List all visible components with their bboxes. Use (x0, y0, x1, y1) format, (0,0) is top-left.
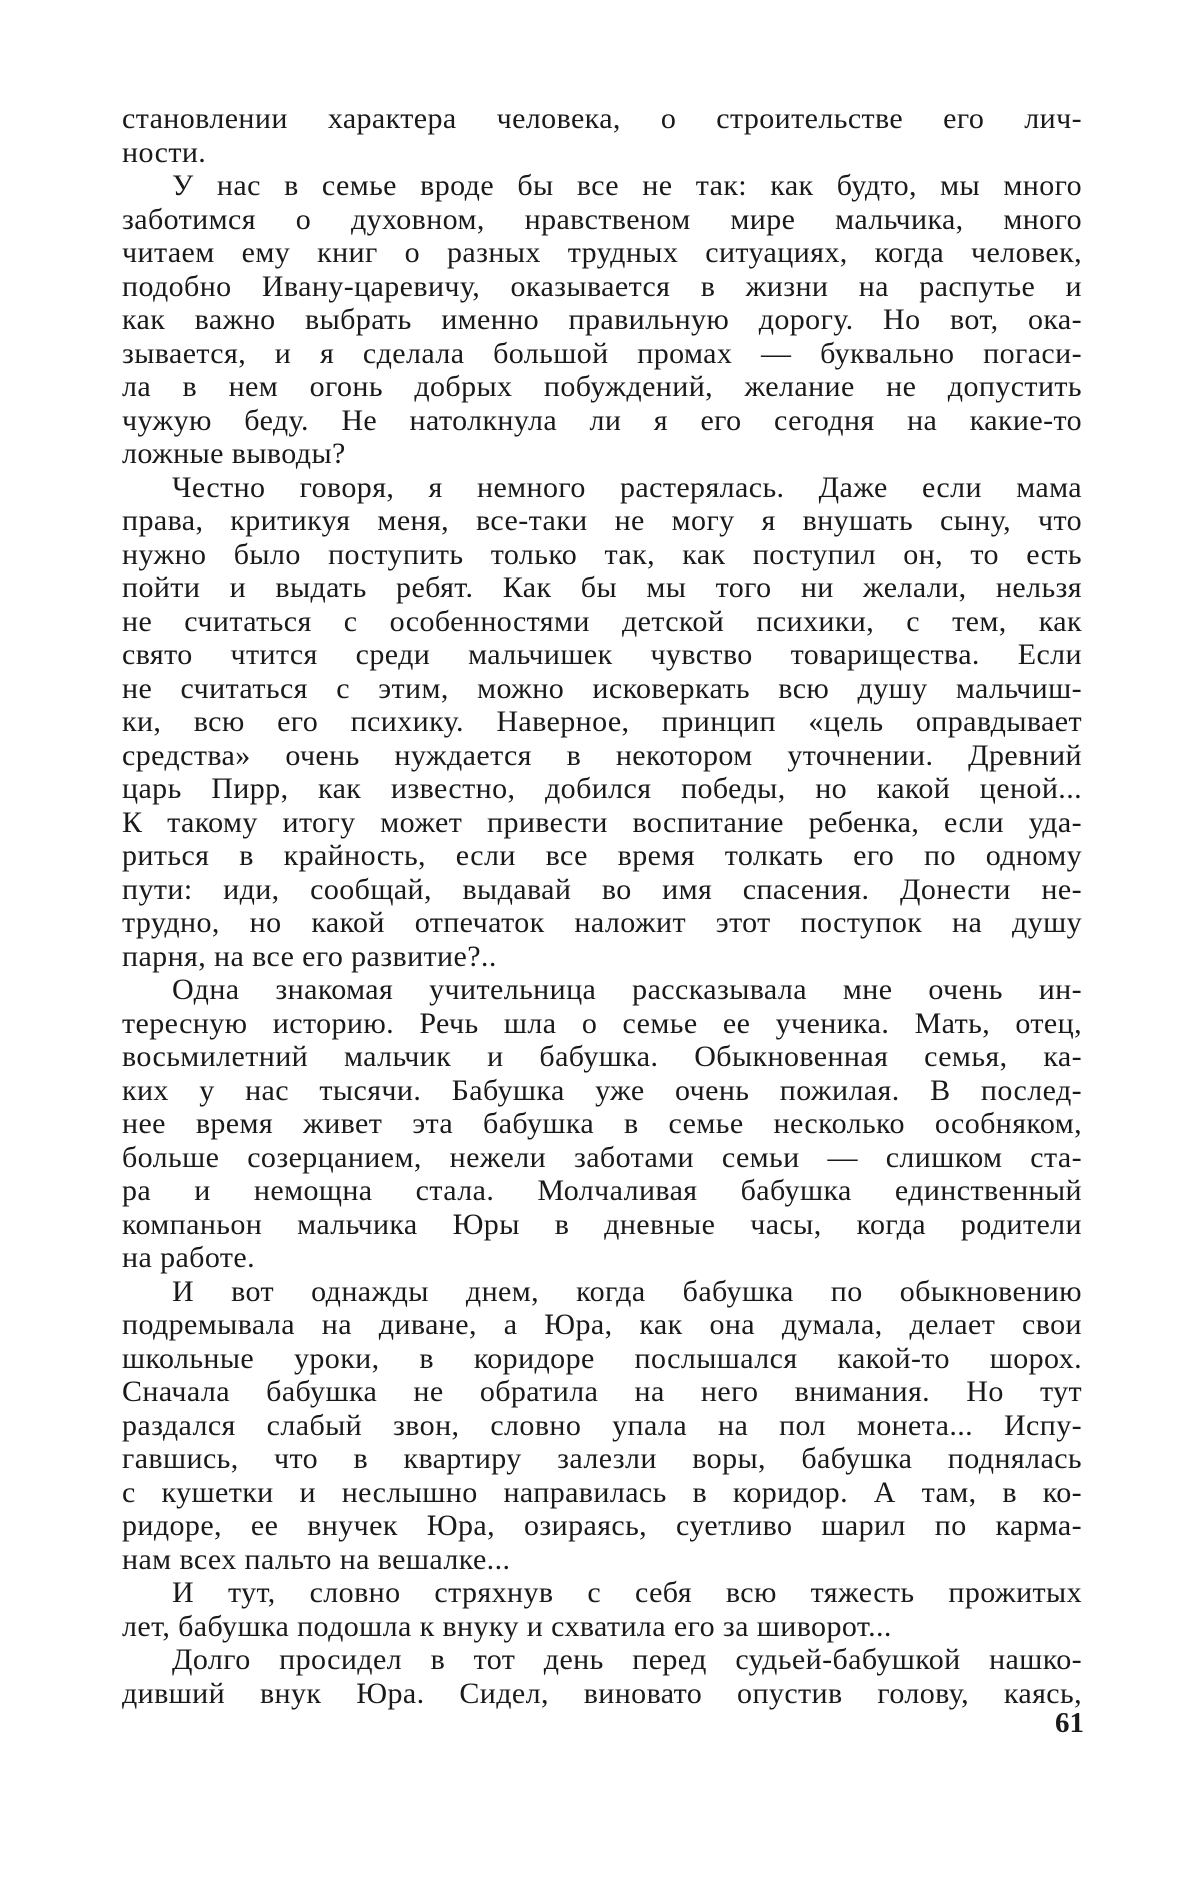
text-line: ки, всю его психику. Наверное, принцип «цель оправдывает (122, 705, 1082, 738)
text-line: становлении характера человека, о строительстве его лич- (122, 102, 1082, 135)
text-line: И вот однажды днем, когда бабушка по обыкновению (172, 1274, 1082, 1308)
text-line: раздался слабый звон, словно упала на пол монета... Испу- (122, 1408, 1082, 1442)
text-line: ложные выводы? (122, 437, 346, 470)
text-line: средства» очень нуждается в некотором уточнении. Древний (122, 738, 1082, 772)
text-line: на работе. (122, 1241, 255, 1274)
text-line: подремывала на диване, а Юра, как она думала, делает свои (122, 1308, 1082, 1341)
text-line: с кушетки и неслышно направилась в коридор. А там, в ко- (122, 1475, 1082, 1509)
paragraph (122, 1576, 1082, 1643)
page-body (122, 102, 1082, 1710)
text-line: свято чтится среди мальчишек чувство товарищества. Если (122, 638, 1082, 671)
text-line: не считаться с особенностями детской психики, с тем, как (122, 604, 1082, 638)
text-line: Честно говоря, я немного растерялась. Даже если мама (172, 470, 1082, 504)
paragraph (122, 1643, 1082, 1710)
text-line: царь Пирр, как известно, добился победы, но какой ценой... (122, 772, 1082, 805)
paragraph (122, 102, 1082, 169)
text-line: дивший внук Юра. Сидел, виновато опустив голову, каясь, (122, 1676, 1082, 1710)
text-line: К такому итогу может привести воспитание ребенка, если уда- (122, 805, 1082, 839)
text-line: ла в нем огонь добрых побуждений, желание не допустить (122, 370, 1082, 403)
paragraph (122, 471, 1082, 974)
text-line: риться в крайность, если все время толкать его по одному (122, 839, 1082, 872)
paragraph (122, 1275, 1082, 1577)
text-line: подобно Ивану-царевичу, оказывается в жизни на распутье и (122, 269, 1082, 303)
text-line: нее время живет эта бабушка в семье несколько особняком, (122, 1107, 1082, 1140)
text-line: Одна знакомая учительница рассказывала мне очень ин- (172, 973, 1082, 1006)
text-line: чужую беду. Не натолкнула ли я его сегодня на какие-то (122, 403, 1082, 437)
text-line: не считаться с этим, можно исковеркать всю душу мальчиш- (122, 671, 1082, 705)
paragraph (122, 169, 1082, 471)
text-line: лет, бабушка подошла к внуку и схватила его за шиворот... (122, 1609, 892, 1643)
text-line: Сначала бабушка не обратила на него внимания. Но тут (122, 1375, 1082, 1408)
text-line: И тут, словно стряхнув с себя всю тяжесть прожитых (172, 1576, 1082, 1609)
text-line: права, критикуя меня, все-таки не могу я внушать сыну, что (122, 504, 1082, 537)
text-line: Долго просидел в тот день перед судьей-бабушкой нашко- (172, 1643, 1082, 1676)
text-line: читаем ему книг о разных трудных ситуациях, когда человек, (122, 236, 1082, 269)
text-line: больше созерцанием, нежели заботами семьи — слишком ста- (122, 1140, 1082, 1174)
text-line: пути: иди, сообщай, выдавай во имя спасения. Донести не- (122, 872, 1082, 906)
text-line: восьмилетний мальчик и бабушка. Обыкновенная семья, ка- (122, 1040, 1082, 1073)
text-line: парня, на все его развитие?.. (122, 939, 497, 973)
page-number: 61 (1055, 1707, 1084, 1739)
paragraph (122, 973, 1082, 1275)
text-line: пойти и выдать ребят. Как бы мы того ни желали, нельзя (122, 571, 1082, 604)
text-line: нам всех пальто на вешалке... (122, 1542, 511, 1576)
text-line: трудно, но какой отпечаток наложит этот поступок на душу (122, 906, 1082, 939)
text-line: как важно выбрать именно правильную дорогу. Но вот, ока- (122, 303, 1082, 336)
text-line: ридоре, ее внучек Юра, озираясь, суетливо шарил по карма- (122, 1509, 1082, 1542)
text-line: У нас в семье вроде бы все не так: как будто, мы много (172, 169, 1082, 202)
text-line: зывается, и я сделала большой промах — буквально погаси- (122, 336, 1082, 370)
text-line: компаньон мальчика Юры в дневные часы, когда родители (122, 1207, 1082, 1241)
text-line: нужно было поступить только так, как поступил он, то есть (122, 537, 1082, 571)
text-line: гавшись, что в квартиру залезли воры, бабушка поднялась (122, 1442, 1082, 1475)
text-line: школьные уроки, в коридоре послышался какой-то шорох. (122, 1341, 1082, 1375)
text-line: тересную историю. Речь шла о семье ее ученика. Мать, отец, (122, 1006, 1082, 1040)
text-line: ра и немощна стала. Молчаливая бабушка единственный (122, 1174, 1082, 1207)
text-line: заботимся о духовном, нравственом мире мальчика, много (122, 202, 1082, 236)
text-line: ности. (122, 135, 207, 169)
text-line: ких у нас тысячи. Бабушка уже очень пожилая. В послед- (122, 1073, 1082, 1107)
